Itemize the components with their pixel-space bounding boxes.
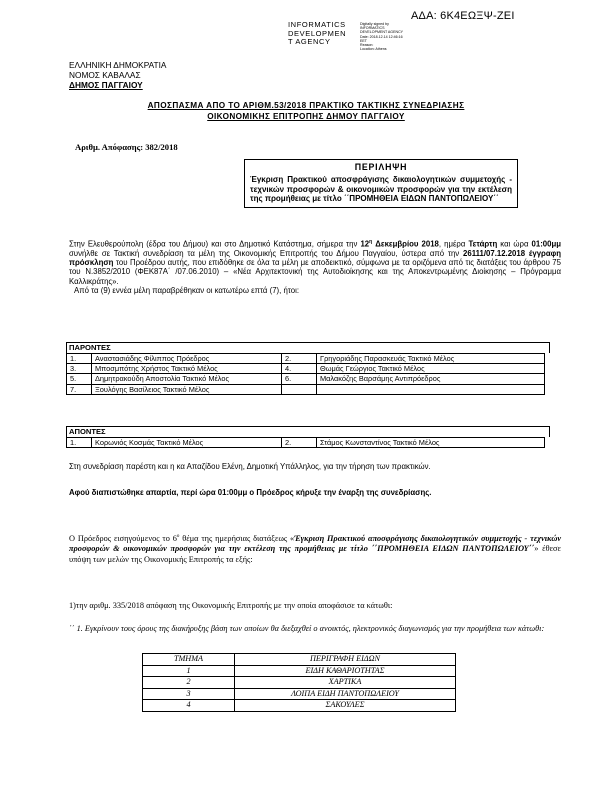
document-title-line1: ΑΠΟΣΠΑΣΜΑ ΑΠΟ ΤΟ ΑΡΙΘΜ.53/2018 ΠΡΑΚΤΙΚΟ ΤΑΚΤΙΚΗΣ ΣΥΝΕΔΡΙΑΣΗΣ	[147, 101, 465, 110]
decision-number: Αριθμ. Απόφασης: 382/2018	[75, 142, 178, 152]
document-title-line2: ΟΙΚΟΝΟΜΙΚΗΣ ΕΠΙΤΡΟΠΗΣ ΔΗΜΟΥ ΠΑΓΓΑΙΟΥ	[207, 112, 405, 121]
secretary-paragraph: Στη συνεδρίαση παρέστη και η κα Απαζίδου Ελένη, Δημοτική Υπάλληλος, για την τήρηση των πρακτικών.	[69, 462, 431, 471]
intro-paragraph: Στην Ελευθερούπολη (έδρα του Δήμου) και στο Δημοτικό Κατάστημα, σήμερα την $12^\eta$ Δεκεμβρίου 2018, ημέρα Τετάρτη και ώρα 01:00μμ συνήλθε σε Τακτική συνεδρίαση τα μέλη της Οικονομικής Επιτροπής του Δήμου Παγγαίου, ύστερα από την 26111/07.12.2018 έγγραφη πρόσκληση του Προέδρου αυτής, που επιδόθηκε σε όλα τα μέλη με αποδεικτικό, σύμφωνα με τα οριζόμενα από τις διατάξεις του άρθρου 75 του Ν.3852/2010 (ΦΕΚ87Α΄ /07.06.2010) – «Νέα Αρχιτεκτονική της Αυτοδιοίκησης και της Αποκεντρωμένης Διοίκησης – Πρόγραμμα Καλλικράτης». Από τα (9) εννέα μέλη παραβρέθηκαν οι κατωτέρω επτά (7), ήτοι:	[69, 239, 562, 296]
table-row: 1. Κορωνιός Κοσμάς Τακτικό Μέλος 2. Στάμος Κωνσταντίνος Τακτικό Μέλος	[67, 438, 545, 448]
table-header-row: ΤΜΗΜΑ ΠΕΡΙΓΡΑΦΗ ΕΙΔΩΝ	[143, 654, 456, 666]
topic-paragraph: Ο Πρόεδρος εισηγούμενος το $6^o$ θέμα της ημερήσιας διατάξεως «Έγκριση Πρακτικού αποσφράγισης δικαιολογητικών συμμετοχής - τεχνικών προσφορών & οικονομικών προσφορών για την εκτέλεση της προμήθειας με τίτλο ΄΄ΠΡΟΜΗΘΕΙΑ ΕΙΔΩΝ ΠΑΝΤΟΠΩΛΕΙΟΥ΄΄» έθεσε υπόψη των μελών της Οικονομικής Επιτροπής τα εξής:	[69, 533, 562, 564]
table-row: 1. Αναστασιάδης Φίλιππος Πρόεδρος 2. Γρηγοριάδης Παρασκευάς Τακτικό Μέλος	[67, 354, 545, 364]
table-row: 7. Ξουλόγης Βασίλειος Τακτικό Μέλος	[67, 384, 545, 394]
stamp-details: Digitally signed by INFORMATICS DEVELOPMENT AGENCY Date: 2018.12.14 12:46:16 EET Reason: Location: Athens	[360, 22, 404, 52]
quorum-paragraph: Αφού διαπιστώθηκε απαρτία, περί ώρα 01:00μμ ο Πρόεδρος κήρυξε την έναρξη της συνεδρίασης.	[69, 488, 432, 497]
table-row: 5. Δημητρακούδη Αποστολία Τακτικό Μέλος 6. Μαλακόζης Βαρσάμης Αντιπρόεδρος	[67, 374, 545, 384]
present-table	[66, 353, 545, 395]
table-row: 3 ΛΟΙΠΑ ΕΙΔΗ ΠΑΝΤΟΠΩΛΕΙΟΥ	[143, 688, 456, 700]
table-row: 4 ΣΑΚΟΥΛΕΣ	[143, 700, 456, 712]
summary-box	[244, 159, 518, 208]
ada-code: ΑΔΑ: 6Κ4ΕΩΞΨ-ΖΕΙ	[411, 10, 515, 22]
table-row: 2 ΧΑΡΤΙΚΑ	[143, 677, 456, 689]
absent-title-box: ΑΠΟΝΤΕΣ	[66, 426, 550, 437]
item1-paragraph: 1)την αριθμ. 335/2018 απόφαση της Οικονομικής Επιτροπής με την οποία αποφάσισε τα κάτωθι:	[69, 601, 393, 610]
issuer-header: ΕΛΛΗΝΙΚΗ ΔΗΜΟΚΡΑΤΙΑ ΝΟΜΟΣ ΚΑΒΑΛΑΣ ΔΗΜΟΣ ΠΑΓΓΑΙΟΥ	[69, 60, 167, 91]
digital-signature-stamp	[288, 21, 420, 51]
table-row: 3. Μποσμπότης Χρήστος Τακτικό Μέλος 4. Θωμάς Γεώργιος Τακτικό Μέλος	[67, 364, 545, 374]
absent-table	[66, 437, 545, 448]
summary-heading: ΠΕΡΙΛΗΨΗ	[354, 162, 408, 172]
sections-table	[142, 653, 456, 712]
table-row: 1 ΕΙΔΗ ΚΑΘΑΡΙΟΤΗΤΑΣ	[143, 665, 456, 677]
summary-body: Έγκριση Πρακτικού αποσφράγισης δικαιολογητικών συμμετοχής - τεχνικών προσφορών & οικονομικών προσφορών για την εκτέλεση της προμήθειας με τίτλο ΄΄ΠΡΟΜΗΘΕΙΑ ΕΙΔΩΝ ΠΑΝΤΟΠΩΛΕΙΟΥ΄΄	[250, 175, 512, 204]
stamp-name: INFORMATICS DEVELOPMEN T AGENCY	[288, 20, 347, 46]
present-title-box: ΠΑΡΟΝΤΕΣ	[66, 342, 550, 353]
quote-paragraph: ΄΄ 1. Εγκρίνουν τους όρους της διακήρυξης βάση των οποίων θα διεξαχθεί ο ανοικτός, ηλεκτρονικός διαγωνισμός για την προμήθεια των κάτωθι:	[69, 624, 545, 633]
